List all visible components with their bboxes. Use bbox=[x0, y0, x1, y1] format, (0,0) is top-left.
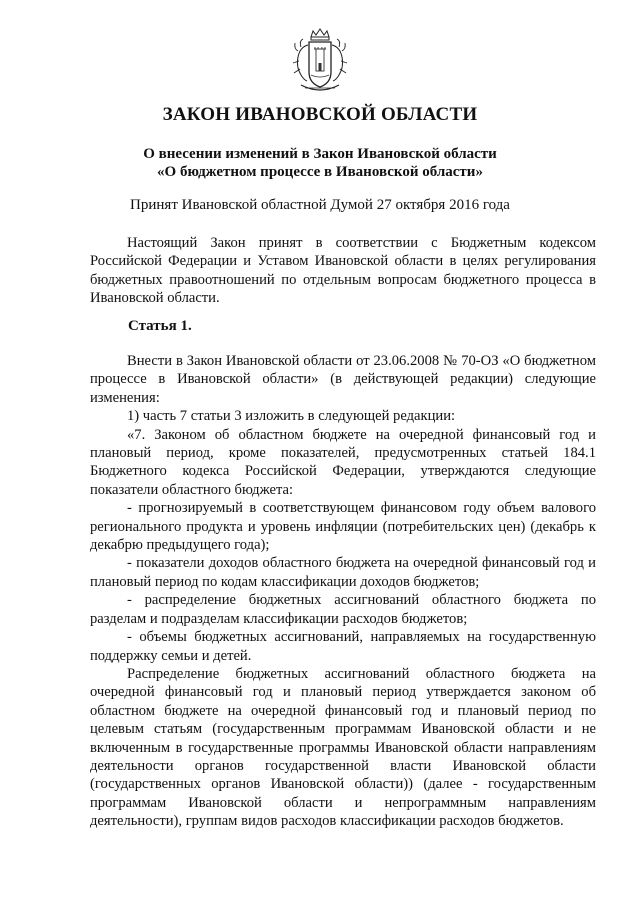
preamble-paragraph: Настоящий Закон принят в соответствии с Бюджетным кодексом Российской Федерации и Уставом Ивановской области в целях регулирования бюджетных правоотношений по отдельным вопросам бюджетного процесса в Ивановской области. bbox=[90, 235, 596, 307]
adoption-line: Принят Ивановской областной Думой 27 октября 2016 года bbox=[130, 197, 510, 213]
preamble-block bbox=[90, 234, 596, 308]
article-paragraph: Распределение бюджетных ассигнований областного бюджета на очередной финансовый год и плановый период утверждается законом об областном бюджете на очередной финансовый год и плановый период по целевым статьям (государственным программам Ивановской области и не включенным в государственные программы Ивановской области направлениям деятельности органов государственной власти Ивановской области (государственных органов Ивановской области)) (далее - государственным программам Ивановской области и непрограммным направлениям деятельности), группам видов расходов классификации расходов бюджетов. bbox=[90, 665, 596, 830]
article-body bbox=[90, 352, 596, 831]
law-title: ЗАКОН ИВАНОВСКОЙ ОБЛАСТИ bbox=[162, 104, 478, 125]
coat-of-arms-icon bbox=[289, 27, 351, 95]
article-paragraph: - прогнозируемый в соответствующем финансовом году объем валового регионального продукта и уровень инфляции (потребительских цен) (декабрь к декабрю предыдущего года); bbox=[90, 500, 596, 554]
article-paragraph: Внести в Закон Ивановской области от 23.06.2008 № 70-ОЗ «О бюджетном процессе в Ивановской области» (в действующей редакции) следующие изменения: bbox=[90, 353, 596, 406]
article-paragraph: «7. Законом об областном бюджете на очередной финансовый год и плановый период, кроме показателей, предусмотренных статьей 184.1 Бюджетного кодекса Российской Федерации, утверждаются следующие показатели областного бюджета: bbox=[90, 426, 596, 498]
article-paragraph: - распределение бюджетных ассигнований областного бюджета по разделам и подразделам классификации расходов бюджетов; bbox=[90, 592, 596, 627]
subtitle-line-1: О внесении изменений в Закон Ивановской области bbox=[143, 146, 497, 162]
article-paragraph: 1) часть 7 статьи 3 изложить в следующей редакции: bbox=[127, 408, 456, 425]
article-paragraph: - показатели доходов областного бюджета на очередной финансовый год и плановый период по кодам классификации доходов бюджетов; bbox=[90, 555, 596, 590]
article-paragraph: - объемы бюджетных ассигнований, направляемых на государственную поддержку семьи и детей. bbox=[90, 629, 596, 664]
subtitle-line-2: «О бюджетном процессе в Ивановской области» bbox=[157, 164, 483, 180]
article-heading: Статья 1. bbox=[128, 318, 192, 334]
